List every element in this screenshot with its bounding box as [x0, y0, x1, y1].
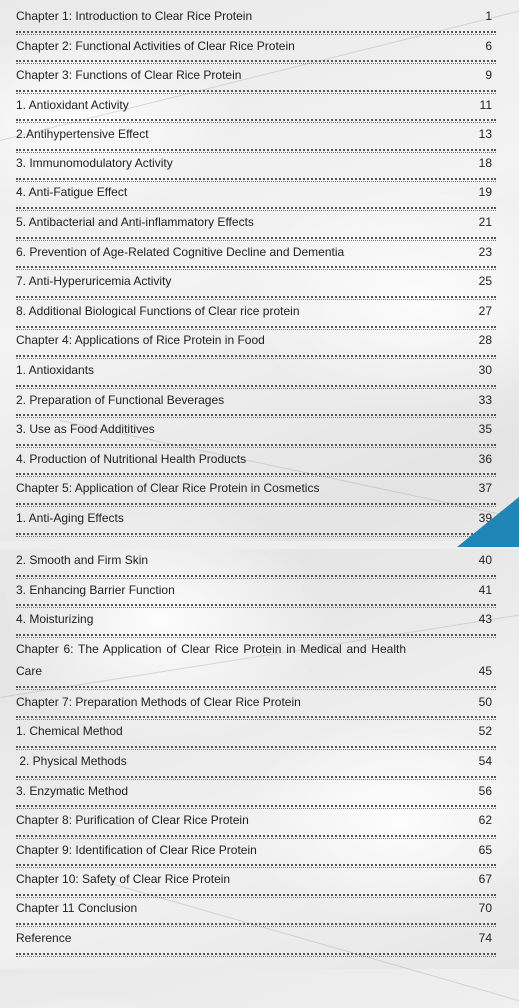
- toc-row[interactable]: [16, 329, 496, 351]
- toc-entry-page: 67: [478, 872, 492, 886]
- toc-row[interactable]: [16, 720, 496, 742]
- toc-entry-title: Chapter 2: Functional Activities of Clear Rice Protein: [16, 39, 295, 53]
- toc-row[interactable]: [16, 5, 496, 27]
- toc-row[interactable]: [16, 691, 496, 713]
- toc-row[interactable]: [16, 927, 496, 949]
- toc-row[interactable]: [16, 35, 496, 57]
- toc-entry-page: 52: [478, 724, 492, 738]
- toc-entry-page: 19: [478, 185, 492, 199]
- toc-row[interactable]: [16, 780, 496, 802]
- toc-entry-title: 1. Anti-Aging Effects: [16, 511, 124, 525]
- toc-entry-page: 37: [478, 481, 492, 495]
- toc-entry-page: 50: [478, 695, 492, 709]
- toc-row[interactable]: [16, 94, 496, 116]
- toc-entry-title: 1. Chemical Method: [16, 724, 123, 738]
- toc-row[interactable]: [16, 608, 496, 630]
- toc-entry-page: 11: [479, 98, 492, 112]
- toc-entry-page: 43: [478, 612, 492, 626]
- toc-entry-title: 4. Anti-Fatigue Effect: [16, 185, 128, 199]
- toc-entry-page: 65: [478, 843, 492, 857]
- toc-row[interactable]: [16, 750, 496, 772]
- toc-row[interactable]: [16, 809, 496, 831]
- toc-entry-title: 2. Preparation of Functional Beverages: [16, 393, 225, 407]
- toc-entry-title: 3. Immunomodulatory Activity: [16, 156, 173, 170]
- toc-entry-page: 54: [478, 754, 492, 768]
- page-break-band: [0, 541, 519, 549]
- toc-entry-title: 2. Physical Methods: [16, 754, 127, 768]
- toc-entry-title: Chapter 9: Identification of Clear Rice Protein: [16, 843, 257, 857]
- toc-entry-title: Chapter 7: Preparation Methods of Clear Rice Protein: [16, 695, 301, 709]
- toc-row[interactable]: [16, 839, 496, 861]
- toc-row[interactable]: [16, 211, 496, 233]
- toc-entry-title: 3. Enhancing Barrier Function: [16, 583, 175, 597]
- toc-row[interactable]: [16, 448, 496, 470]
- toc-entry-page: 41: [478, 583, 492, 597]
- toc-entry-title: Chapter 8: Purification of Clear Rice Protein: [16, 813, 249, 827]
- toc-entry-page: 62: [478, 813, 492, 827]
- toc-entry-page: 1: [485, 9, 492, 23]
- toc-entry-title: Chapter 4: Applications of Rice Protein in Food: [16, 333, 265, 347]
- toc-row[interactable]: [16, 152, 496, 174]
- toc-entry-title: 1. Antioxidant Activity: [16, 98, 129, 112]
- toc-entry-page: 40: [478, 553, 492, 567]
- toc-row[interactable]: [16, 507, 496, 529]
- toc-row[interactable]: [16, 418, 496, 440]
- toc-separator: [16, 953, 496, 957]
- toc-entry-title: Chapter 1: Introduction to Clear Rice Protein: [16, 9, 253, 23]
- toc-row[interactable]: [16, 579, 496, 601]
- toc-entry-page: 21: [478, 215, 492, 229]
- toc-row[interactable]: [16, 549, 496, 571]
- toc-row[interactable]: [16, 241, 496, 263]
- toc-entry-title: 2.Antihypertensive Effect: [16, 127, 149, 141]
- toc-row[interactable]: [16, 270, 496, 292]
- toc-entry-page: 74: [478, 931, 492, 945]
- toc-entry-title: 1. Antioxidants: [16, 363, 95, 377]
- toc-entry-page: 18: [478, 156, 492, 170]
- toc-entry-title: 8. Additional Biological Functions of Clear rice protein: [16, 304, 300, 318]
- toc-separator: [16, 533, 496, 537]
- toc-row[interactable]: [16, 638, 496, 682]
- toc-entry-page: 6: [485, 39, 492, 53]
- toc-entry-title: 4. Production of Nutritional Health Products: [16, 452, 247, 466]
- toc-entry-title: Chapter 10: Safety of Clear Rice Protein: [16, 872, 231, 886]
- toc-entry-page: 70: [478, 901, 492, 915]
- toc-entry-page: 45: [478, 664, 492, 678]
- toc-entry-page: 9: [485, 68, 492, 82]
- toc-entry-title: 7. Anti-Hyperuricemia Activity: [16, 274, 172, 288]
- toc-entry-page: 36: [478, 452, 492, 466]
- toc-entry-page: 13: [478, 127, 492, 141]
- toc-entry-page: 33: [478, 393, 492, 407]
- toc-row[interactable]: [16, 897, 496, 919]
- toc-separator: [16, 686, 496, 690]
- toc-entry-page: 23: [478, 245, 492, 259]
- toc-row[interactable]: [16, 64, 496, 86]
- toc-row[interactable]: [16, 359, 496, 381]
- toc-entry-page: 39: [478, 511, 492, 525]
- toc-entry-page: 28: [478, 333, 492, 347]
- toc-entry-title: Chapter 11 Conclusion: [16, 901, 138, 915]
- toc-entry-title: 3. Enzymatic Method: [16, 784, 129, 798]
- toc-row[interactable]: [16, 181, 496, 203]
- toc-entry-page: 25: [478, 274, 492, 288]
- toc-row[interactable]: [16, 477, 496, 499]
- toc-entry-page: 27: [478, 304, 492, 318]
- toc-entry-title: 5. Antibacterial and Anti-inflammatory Effects: [16, 215, 254, 229]
- toc-entry-page: 35: [478, 422, 492, 436]
- toc-entry-title: Reference: [16, 931, 72, 945]
- toc-row[interactable]: [16, 123, 496, 145]
- toc-row[interactable]: [16, 389, 496, 411]
- toc-entry-title: Chapter 5: Application of Clear Rice Protein in Cosmetics: [16, 481, 320, 495]
- toc-entry-page: 56: [478, 784, 492, 798]
- toc-row[interactable]: [16, 300, 496, 322]
- toc-row[interactable]: [16, 868, 496, 890]
- toc-entry-title: 4. Moisturizing: [16, 612, 94, 626]
- toc-entry-title: 3. Use as Food Addititives: [16, 422, 155, 436]
- blue-corner-triangle: [457, 497, 519, 547]
- toc-entry-page: 30: [478, 363, 492, 377]
- toc-entry-title: Chapter 6: The Application of Clear Rice Protein in Medical and Health Care: [16, 642, 406, 678]
- toc-entry-title: Chapter 3: Functions of Clear Rice Protein: [16, 68, 242, 82]
- toc-entry-title: 2. Smooth and Firm Skin: [16, 553, 149, 567]
- toc-entry-title: 6. Prevention of Age-Related Cognitive Decline and Dementia: [16, 245, 345, 259]
